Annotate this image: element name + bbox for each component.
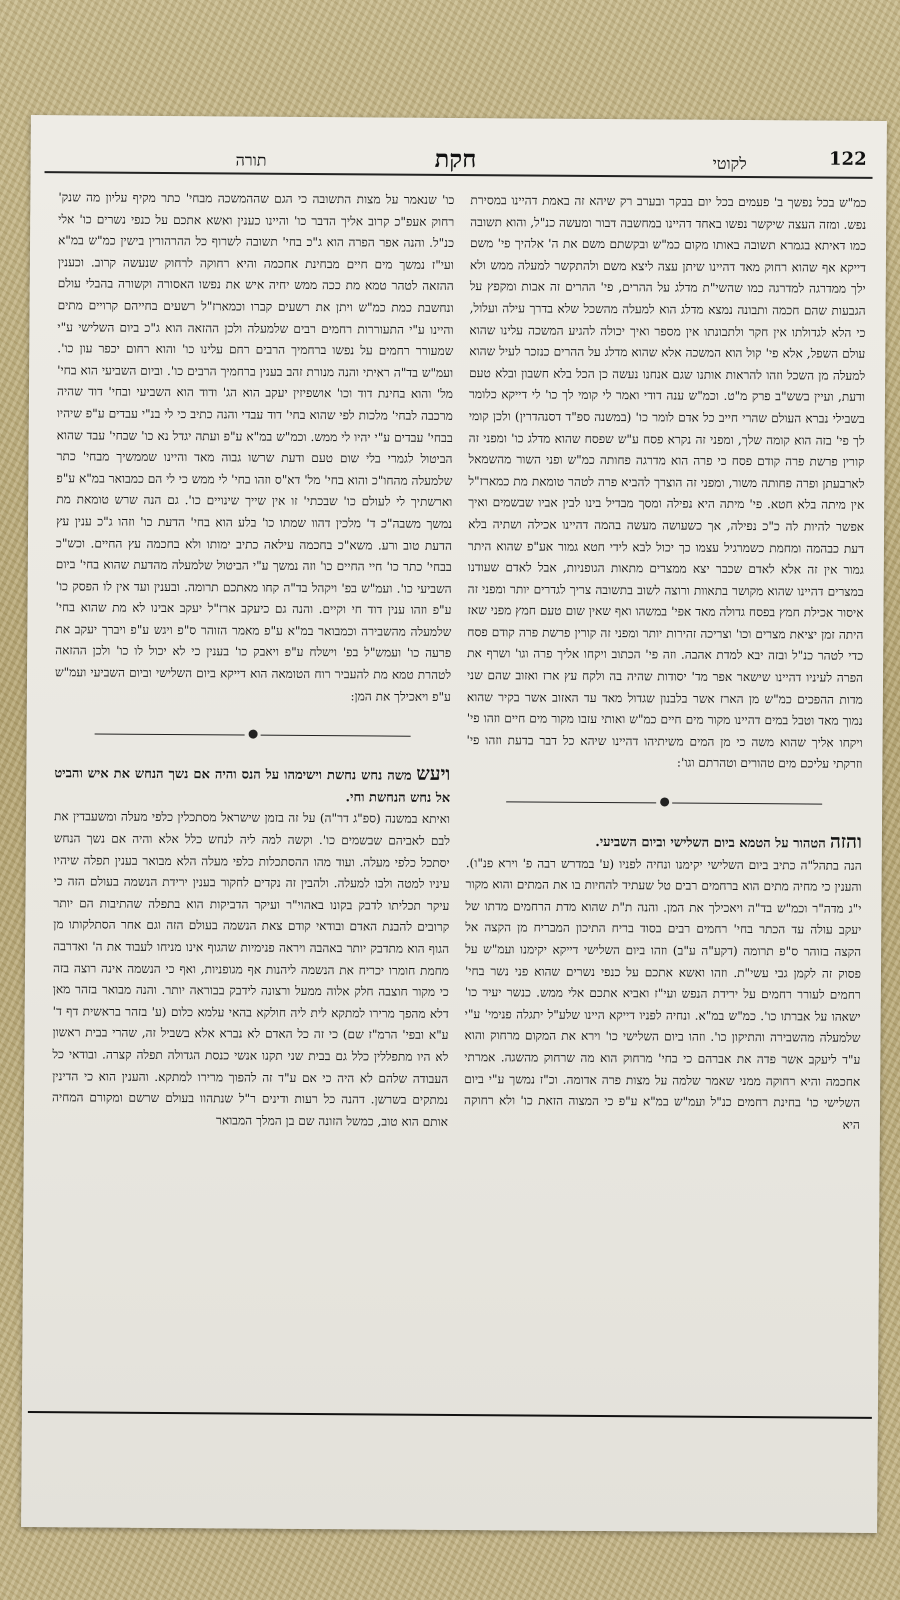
- section-divider-ornament: [466, 781, 862, 824]
- ornament-dot: [660, 797, 669, 806]
- book-page: [21, 115, 887, 1533]
- ornament-dot: [248, 730, 257, 739]
- ornament-line-right: [672, 803, 822, 805]
- running-title-center: חקת: [434, 143, 477, 174]
- section-heading-vehiza: [466, 829, 862, 855]
- left-column-paragraph-2: ואיתא במשנה (ספ"ג דר"ה) על זה בזמן שישראל מסתכלין כלפי מעלה ומשעבדין את לבם לאביהם שבשמים כו'. וקשה למה ליה לנחש כלל אלא והיה אם נשך הנחש יסתכל כלפי מעלה. ועוד מהו ההסתכלות כלפי מעלה הלא מבואר בענין תפלה שיהיו עיניו למטה ולבו למעלה. ולהבין זה נקדים לחקור בענין ירידת הנשמה בעולם הזה כי עיקר תכליתו לדבק בקונו באהוי"ר ועיקר הדביקות הוא בתפלה שהתיבות הם יותר קרובים להבנת האדם ובודאי קודם צאת הנשמה בעולם הזה וגם אחר הסתלקותו מן הגוף הוא מתדבק יותר באהבה ויראה פנימיות שהגוף אינו מניחו לעבוד את ה' ואדרבה מחמת חומרו יכריח את הנשמה ליהנות אף מגופניות, ואף כי הנשמה אינה רוצה בזה כי מקור חוצבה חלק אלוה ממעל ורצונה לידבק בבוראה יותר. והנה מבואר בזהר מאן דלא מהפך מרירו למתקא לית ליה חולקא בהאי עלמא כלום (ע' בזהר בראשית דף ד' ע"א ובפי' הרמ"ז שם) כי זה כל האדם לא נברא אלא בשביל זה, שהרי בבית ראשון לא היו מתפללין כלל גם בבית שני תקנו אנשי כנסת הגדולה תפלה קצרה. ובודאי כל העבודה שלהם לא היה כי אם ע"ד זה להפוך מרירו למתקא. והענין הוא כי הדינין נמתקים בשרשן. דהנה כל רעות ודינים ר"ל שנתהוו בעולם שרשם ומקורם המחיה אותם הוא טוב, כמשל הזונה שם בן המלך המבואר: [52, 809, 451, 1129]
- section-heading-lead-word: ויעש: [416, 762, 451, 786]
- left-text-column: [50, 187, 455, 1410]
- section-heading-vayaas: [54, 761, 450, 809]
- section-heading-text: הטהור על הטמא ביום השלישי וביום השביעי.: [595, 835, 826, 852]
- right-text-column: [462, 190, 867, 1413]
- section-heading-text: משה נחש נחשת וישימהו על הנס והיה אם נשך הנחש את איש והביט אל נחש הנחשת וחי.: [54, 766, 451, 806]
- page-number: 122: [828, 148, 867, 170]
- ornament-line-left: [506, 801, 656, 803]
- ornament-line-right: [261, 735, 411, 737]
- left-column-paragraph-1: כו' שנאמר על מצות התשובה כי הגם שההמשכה מבחי' כתר מקיף עליון מה שנק' רחוק אעפ"כ קרוב אליך הדבר כו' והיינו כענין ואשא אתכם על כנפי נשרים כו' אלי כנ"ל. והנה אפר הפרה הוא ג"כ בחי' תשובה לשרוף כל ההרהורין בישין כמ"ש במ"א ועי"ז נמשך מים חיים מבחינת אחכמה והיא רחוקה לרחוק שנעשה קרוב. וכענין ההזאה לטהר טמא מת ככה ממש יחיה איש את נפשו האסורה וקשורה בהבלי עולם ונחשבת כמת כמ"ש ויתן את רשעים קברו וכמארז"ל רשעים בחייהם קרויים מתים והיינו ע"י התעוררות רחמים רבים שלמעלה ולכן ההזאה הוא ג"כ ביום השלישי ע"י שמעורר רחמים על נפשו ברחמיך הרבים רחם עלינו כו' והוא רחום יכפר עון כו'. ועמ"ש בד"ה ראיתי והנה מנורת זהב בענין ברחמיך הרבים כו'. וביום השביעי הוא בחי' מל' והוא בחינת דוד וכו' אושפיזין יעקב הוא הג' ודוד הוא השביעי ובחי' דוד שהיה מרכבה לבחי' מלכות לפי שהוא בחי' דוד עבדי והנה כתיב כי לי בנ"י עבדים ע"פ שיהיו בבחי' עבדים ע"י יהיו לי ממש. וכמ"ש במ"א ע"פ ועתה יגדל נא כו' שבחי' עבד שהוא הביטול לגמרי בלי שום טעם ודעת שרשו גבוה מאד והיינו שממשיך מבחי' כתר שלמעלה מהחו"כ והוא בחי' מל' דא"ס וזהו בחי' לי ממש כי לי הם כמבואר במ"א ע"פ וארשתיך לי לעולם כו' שבכתי' זו אין שייך שינויים כו'. גם הנה שרש טומאת מת נמשך משבה"כ ד' מלכין דהוו שמתו כו' בלע הוא בחי' הדעת כו' וזהו ג"כ ענין עץ הדעת טוב ורע. משא"כ בחכמה עילאה כתיב ימותו ולא בחכמה עץ החיים. וכש"כ בבחי' כתר כו' חיי החיים כו' וזה נמשך ע"י הביטול שלמעלה מהדעת שהוא בחי' ביום השביעי כו'. ועמ"ש בפ' ויקהל בד"ה קחו מאתכם תרומה. ובענין ועד אין לו הפסק כו' ע"פ וזהו ענין דוד חי וקיים. והנה גם כיעקב ארז"ל יעקב אבינו לא מת שהוא בחי' שלמעלה מהשבירה וכמבואר במ"א ע"פ מאמר הזוהר ס"פ ויגש ע"פ ויברך יעקב את פרעה כו' ועמש"ל בפ' וישלח ע"פ ויאבק כו' בענין כי לא יכול לו כו' ולכן ההזאה לטהרת טמא מת להעביר רוח הטומאה הוא דייקא ביום השלישי וביום השביעי ועמ"ש ע"פ ויאכילך את המן:: [55, 190, 455, 704]
- section-divider-ornament: [54, 713, 450, 756]
- right-column-paragraph-2: הנה בתהל"ה כתיב ביום השלישי יקימנו ונחיה לפניו (ע' במדרש רבה פ' וירא פנ"ו). והענין כי מחיה מתים הוא ברחמים רבים טל שעתיד להחיות בו את המתים והוא מקור י"ג מדה"ר וכמ"ש בד"ה ויאכילך את המן. והנה ת"ת שהוא מדת הרחמים מדתו של יעקב עולה עד הכתר בחי' רחמים רבים בסוד בריח התיכון המבריח מן הקצה אל הקצה בזוהר ס"פ תרומה (דקע"ה ע"ב) וזהו ביום השלישי דייקא יקימנו ועמ"ש על פסוק זה לקמן גבי עשי"ת. וזהו ואשא אתכם על כנפי נשרים שהוא פני נשר בחי' רחמים לעורר רחמים על ירידת הנפש ועי"ז ואביא אתכם אלי ממש. כנשר יעיר כו' ישאהו על אברתו כו'. כמ"ש במ"א. ונחיה לפניו דייקא היינו שלע"ל יתגלה פנימי' ע"י שלמעלה מהשבירה והתיקון כו'. וזהו ביום השלישי כו' וירא את המקום מרחוק והוא ע"ד ליעקב אשר פדה את אברהם כי בחי' מרחוק הוא מה שרחוק מהשגה. אמרתי אחכמה והיא רחוקה ממני שאמר שלמה על מצות פרה אדומה. וכ"ז נמשך ע"י ביום השלישי כו' בחינת רחמים כנ"ל ועמ"ש במ"א ע"פ כי המצוה הזאת כו' ולא רחוקה היא: [464, 855, 862, 1132]
- running-title-left: תורה: [235, 150, 267, 170]
- section-heading-lead-word: והזה: [829, 830, 862, 853]
- right-column-paragraph-1: כמ"ש בכל נפשך ב' פעמים בכל יום בבקר ובערב רק שיהא זה באמת דהיינו במסירת נפש. ומזה העצה שיקשר נפשו באחד דהיינו במחשבה דבור ומעשה כנ"ל, והוא תשובה כמו דאיתא בגמרא תשובה באותו מקום כמ"ש ובקשתם משם את ה' אלהיך פי' משם דייקא אף שהוא רחוק מאד דהיינו שיתן עצה ליצא משם ולהתקשר למעלה ממש ולא ילך ממדרגה למדרגה כמו שהשי"ת מדלג על ההרים, פי' ההרים זה אבות ומקפץ על הגבעות שהם חכמה ותבונה נמצא מדלג הוא למעלה מהשכל שלא בדרך עילה ועלול, כי הלא לגדולתו אין חקר ולתבונתו אין מספר ואיך יכולה להגיע המשכה עלינו שהוא עולם השפל, אלא פי' קול הוא המשכה אלא שהוא מדלג על ההרים כנזכר לעיל שהוא למעלה מן השכל וזהו להראות אותנו שגם אנחנו נעשה כן הכל בלא חשבון ובלא טעם ודעת, ועיין בשש"ב פרק מ"ט. וכמ"ש ענה דודי ואמר לי קומי לך כו' לי דייקא כלומר בשבילי נברא העולם שהרי חייב כל אדם לומר כו' (במשנה ספ"ד דסנהדרין) ולכן קומי לך פי' בזה הוא קומה שלך, ומפני זה נקרא פסח ע"ש שפסח שהוא מדלג כו' ומפני זה קורין פרשת פרה קודם פסח כי פרה הוא מדרגה פחותה כמ"ש ופני השור מהשמאל לארבעתן ופרה פחותה משור, ומפני זה הוצרך להביא פרה לטהר טומאת מת כמארז"ל אין מיתה בלא חטא. פי' מיתה היא נפילה ומסך מבדיל בינו לבין אביו שבשמים ואיך אפשר להיות לה כ"כ נפילה, אך כשעושה מעשה בהמה דהיינו אכילה ושתיה בלא דעת כבהמה ומחמת כשמרגיל עצמו כך יכול לבא לידי חטא גמור אע"פ שהוא היתר גמור אין זה אלא לאדם שכבר יצא ממצרים מתאות הגופניות, אבל לאדם שעודנו במצרים דהיינו שהוא מקושר בתאוות ורוצה לשוב בתשובה צריך לגדרים יותר ומפני זה איסור אכילת חמץ בפסח גדולה מאד אפי' במשהו ואף שאין שום טעם חמץ מפני שאז היתה זמן יציאת מצרים וכו' וצריכה זהירות יותר ומפני זה קורין פרשת פרה קודם פסח כדי לטהר כנ"ל ובזה יבא למדת אהבה. וזה פי' הכתוב ויקחו אליך פרה וגו' ושרף את הפרה לעיניו דהיינו שישאר אפר מד' יסודות שהיה בה ולקח עץ ארז ואזוב שהם שני מדות ההפכים כמ"ש מן הארז אשר בלבנון שגדול מאד עד האזוב אשר בקיר שהוא נמוך מאד וטבל במים דהיינו מקור מים חיים כמ"ש ואותי עזבו מקור מים חיים וזהו פי' ויקחו אליך שהוא משה כי מן המים משיתיהו דהיינו שיהא כל דבר בדעת וזהו פי' וזרקתי עליכם מים טהורים וטהרתם וגו':: [466, 193, 867, 772]
- ornament-line-left: [95, 734, 245, 736]
- page-bottom-rule: [28, 1411, 872, 1419]
- running-title-right: לקוטי: [712, 153, 747, 174]
